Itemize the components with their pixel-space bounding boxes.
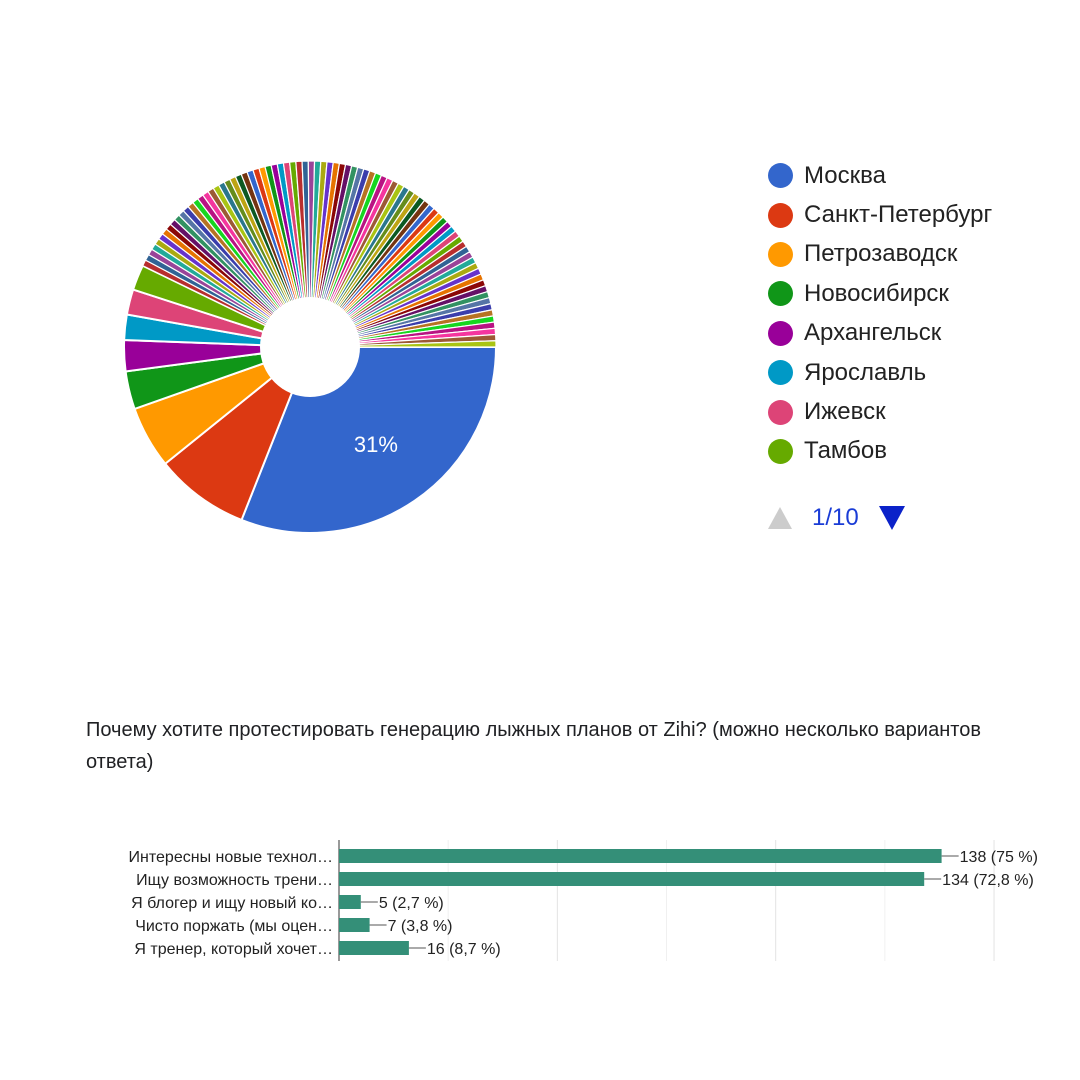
bar[interactable] bbox=[339, 918, 370, 932]
legend-dot bbox=[768, 281, 793, 306]
legend-dot bbox=[768, 360, 793, 385]
bar-category-label: Я блогер и ищу новый ко… bbox=[131, 895, 333, 912]
legend-label: Новосибирск bbox=[804, 279, 949, 307]
bar-chart-title: Почему хотите протестировать генерацию лыжных планов от Zihi? (можно несколько вариантов ответа) bbox=[86, 719, 981, 773]
bar-value-label: 134 (72,8 %) bbox=[942, 872, 1034, 889]
legend-dot bbox=[768, 321, 793, 346]
bar-category-label: Интересны новые технол… bbox=[128, 849, 333, 866]
pie-slice-label: 31% bbox=[353, 431, 398, 457]
bar[interactable] bbox=[339, 941, 409, 955]
bar-chart bbox=[0, 830, 1080, 970]
legend-label: Ярославль bbox=[804, 358, 927, 386]
legend-label: Ижевск bbox=[804, 398, 886, 426]
legend-label: Санкт-Петербург bbox=[804, 201, 993, 229]
legend-pager bbox=[768, 504, 905, 532]
legend-item-petrozavodsk[interactable] bbox=[768, 235, 992, 274]
bar-category-label: Я тренер, который хочет… bbox=[134, 941, 333, 958]
legend-label: Москва bbox=[804, 161, 886, 189]
legend-item-izhevsk[interactable] bbox=[768, 392, 992, 431]
pie-legend bbox=[768, 156, 992, 471]
legend-label: Петрозаводск bbox=[804, 240, 958, 268]
legend-item-tambov[interactable] bbox=[768, 432, 992, 471]
legend-dot bbox=[768, 439, 793, 464]
legend-dot bbox=[768, 242, 793, 267]
legend-dot bbox=[768, 203, 793, 228]
bar[interactable] bbox=[339, 849, 942, 863]
legend-dot bbox=[768, 163, 793, 188]
triangle-up-icon bbox=[768, 507, 792, 529]
legend-item-novosibirsk[interactable] bbox=[768, 274, 992, 313]
bar[interactable] bbox=[339, 895, 361, 909]
bar-value-label: 7 (3,8 %) bbox=[387, 918, 453, 935]
legend-item-arkhangelsk[interactable] bbox=[768, 314, 992, 353]
legend-label: Тамбов bbox=[804, 437, 888, 465]
bar[interactable] bbox=[339, 872, 924, 886]
bar-value-label: 5 (2,7 %) bbox=[378, 895, 444, 912]
triangle-down-icon[interactable] bbox=[879, 506, 905, 530]
legend-dot bbox=[768, 400, 793, 425]
bar-value-label: 16 (8,7 %) bbox=[426, 941, 501, 958]
legend-item-moskva[interactable] bbox=[768, 156, 992, 195]
legend-item-yaroslavl[interactable] bbox=[768, 353, 992, 392]
bar-value-label: 138 (75 %) bbox=[959, 849, 1038, 866]
pie-center bbox=[260, 297, 360, 397]
bar-category-label: Чисто поржать (мы оцен… bbox=[135, 918, 333, 935]
legend-page-indicator: 1/10 bbox=[812, 504, 859, 531]
legend-label: Архангельск bbox=[804, 319, 942, 347]
legend-item-sankt-peterburg[interactable] bbox=[768, 195, 992, 234]
bar-category-label: Ищу возможность трени… bbox=[136, 872, 333, 889]
